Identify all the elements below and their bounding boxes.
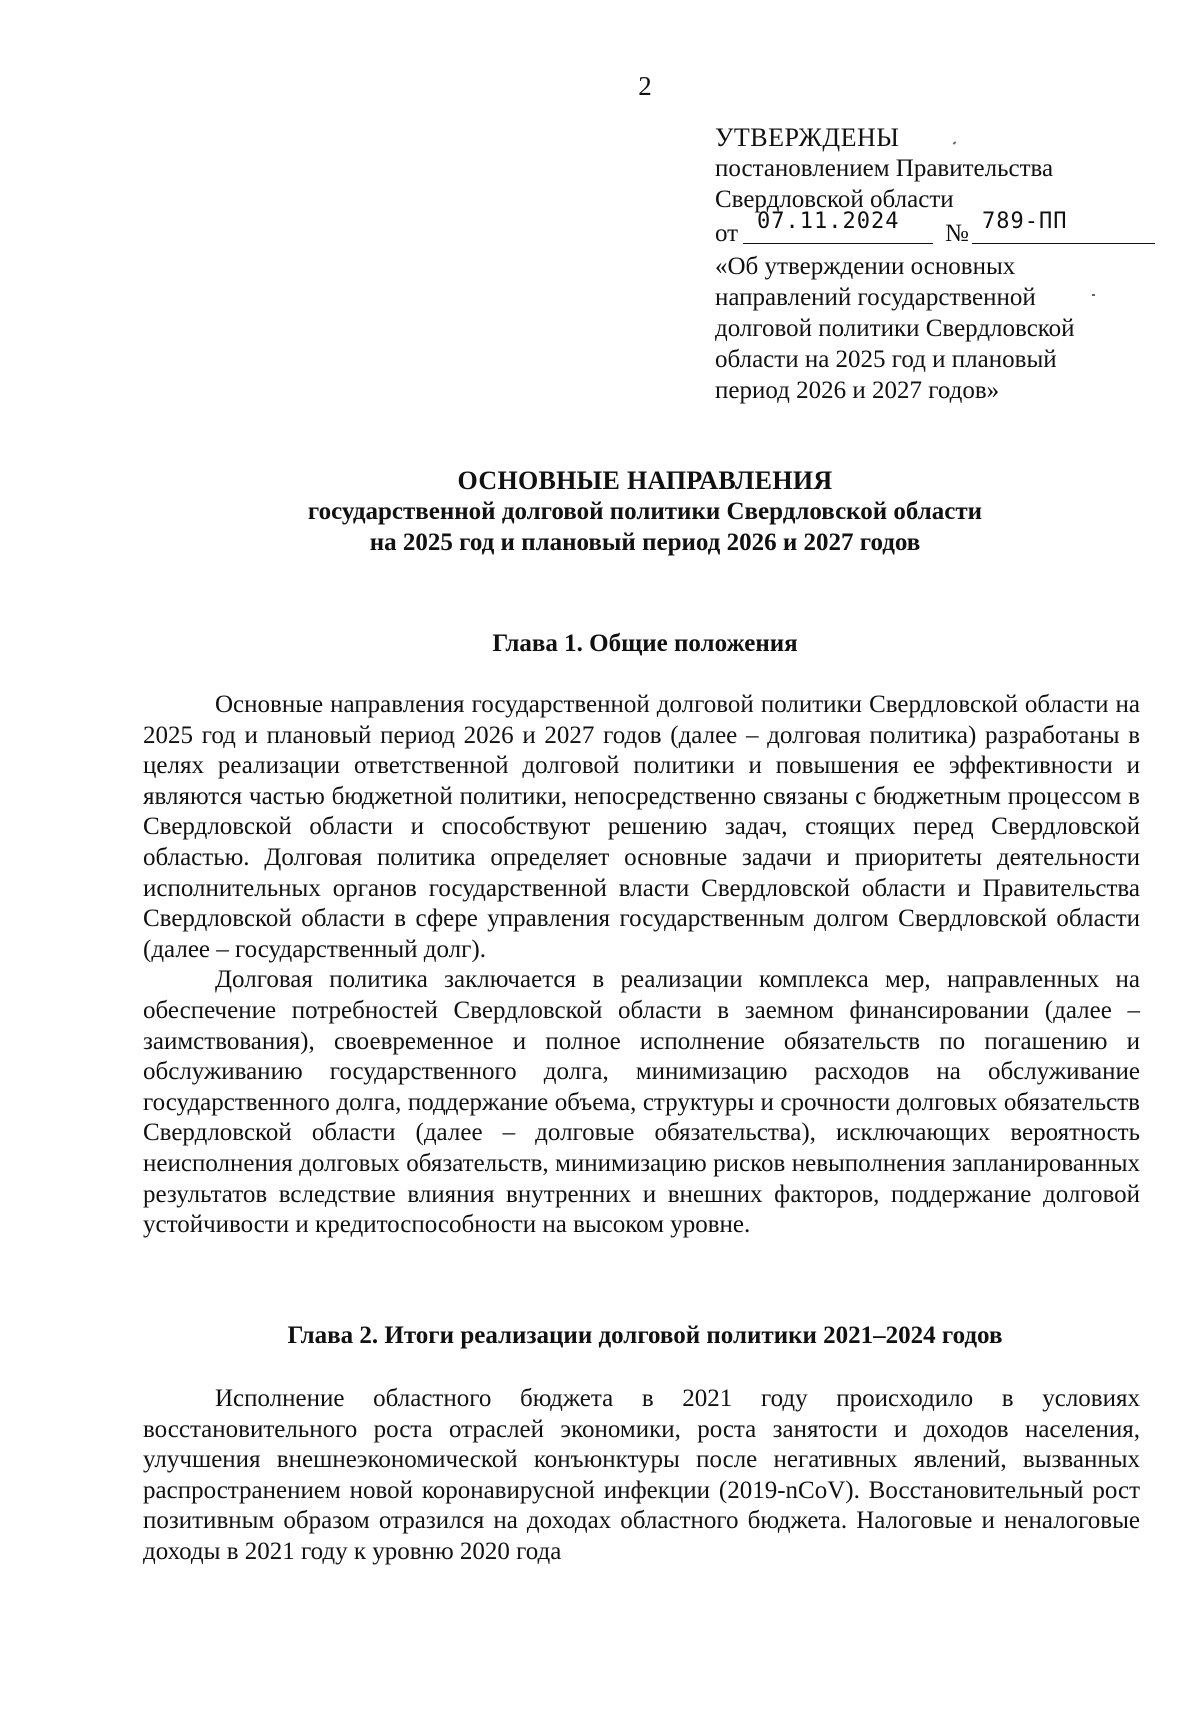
chapter-1-heading: Глава 1. Общие положения [492,630,798,657]
paragraph: Исполнение областного бюджета в 2021 году происходило в условиях восстановительного роста отраслей экономики, роста занятости и доходов населения, улучшения внешнеэкономической конъюнктуры после негативных явлений, вызванных распространением новой коронавирусной инфекции (2019-nCoV). Восстановительный рост позитивным образом отразился на доходах областного бюджета. Налоговые и неналоговые доходы в 2021 году к уровню 2020 года [143,1385,1140,1565]
document-title [0,465,1200,558]
decree-number: 789-ПП [982,209,1068,234]
document-title-line: на 2025 год и плановый период 2026 и 2027 годов [369,529,921,556]
approval-heading: УТВЕРЖДЕНЫ [715,123,900,152]
decree-subject-line: области на 2025 год и плановый [715,346,1057,373]
decree-subject-line: «Об утверждении основных [715,253,1016,280]
page-number: 2 [638,71,652,101]
decree-subject-line: направлений государственной [715,284,1036,311]
paragraph: Долговая политика заключается в реализации комплекса мер, направленных на обеспечение потребностей Свердловской области в заемном финансировании (далее – заимствования), своевременное и полное исполнение обязательств по погашению и обслуживанию государственного долга, минимизацию расходов на обслуживание государственного долга, поддержание объема, структуры и срочности долговых обязательств Свердловской области (далее – долговые обязательства), исключающих вероятность неисполнения долговых обязательств, минимизацию рисков невыполнения запланированных результатов вследствие влияния внутренних и внешних факторов, поддержание долговой устойчивости и кредитоспособности на высоком уровне. [143,966,1140,1239]
approval-line: Свердловской области [715,186,954,213]
number-field [972,209,1155,244]
decree-date-number-row [715,209,1155,249]
approval-block [715,122,1155,406]
decree-subject-line: период 2026 и 2027 годов» [715,377,1000,404]
date-label: от [715,220,739,247]
decree-subject [715,251,1155,406]
document-title-line: государственной долговой политики Свердловской области [307,498,983,525]
chapter-2-body [143,1384,1140,1568]
decree-subject-line: долговой политики Свердловской [715,315,1075,342]
scan-speck [1092,294,1095,296]
date-field [743,209,933,244]
decree-date: 07.11.2024 [757,209,900,234]
approval-line: постановлением Правительства [715,155,1054,182]
number-label: № [945,220,969,247]
document-title-main: ОСНОВНЫЕ НАПРАВЛЕНИЯ [457,466,833,495]
paragraph: Основные направления государственной долговой политики Свердловской области на 2025 год и плановый период 2026 и 2027 годов (далее – долговая политика) разработаны в целях реализации ответственной долговой политики и повышения ее эффективности и являются частью бюджетной политики, непосредственно связаны с бюджетным процессом в Свердловской области и способствуют решению задач, стоящих перед Свердловской областью. Долговая политика определяет основные задачи и приоритеты деятельности исполнительных органов государственной власти Свердловской области и Правительства Свердловской области в сфере управления государственным долгом Свердловской области (далее – государственный долг). [143,691,1140,963]
chapter-2-heading: Глава 2. Итоги реализации долговой политики 2021–2024 годов [287,1322,1003,1349]
chapter-1-body [143,690,1140,1241]
